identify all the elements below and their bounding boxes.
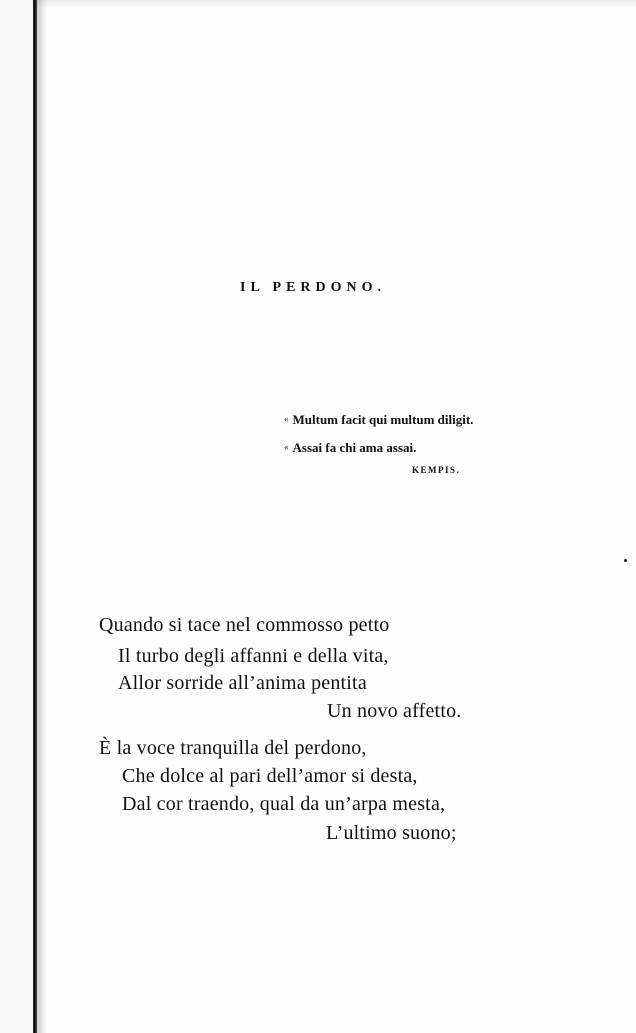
verse-line: L’ultimo suono;: [326, 822, 457, 844]
ink-speck: [624, 559, 627, 562]
epigraph-quote-mark: «: [284, 414, 289, 424]
epigraph-latin: Multum facit qui multum diligit.: [292, 412, 474, 427]
verse-line: Che dolce al pari dell’amor si desta,: [122, 765, 418, 787]
verse-line: Il turbo degli affanni e della vita,: [118, 645, 389, 667]
verse-line: Dal cor traendo, qual da un’arpa mesta,: [122, 793, 446, 815]
page-margin: [0, 0, 33, 1033]
page-top-edge: [37, 0, 636, 8]
epigraph-italian-line: [284, 440, 416, 456]
poem-title: IL PERDONO.: [240, 280, 387, 295]
epigraph-attribution: KEMPIS.: [412, 465, 461, 475]
binding-shadow: [37, 0, 47, 1033]
verse-line: Quando si tace nel commosso petto: [99, 614, 390, 636]
epigraph-italian: Assai fa chi ama assai.: [292, 440, 417, 455]
epigraph-latin-line: [284, 412, 473, 428]
verse-line: È la voce tranquilla del perdono,: [99, 737, 367, 759]
verse-line: Un novo affetto.: [327, 700, 462, 722]
epigraph-quote-mark: «: [284, 442, 289, 452]
verse-line: Allor sorride all’anima pentita: [118, 672, 367, 694]
